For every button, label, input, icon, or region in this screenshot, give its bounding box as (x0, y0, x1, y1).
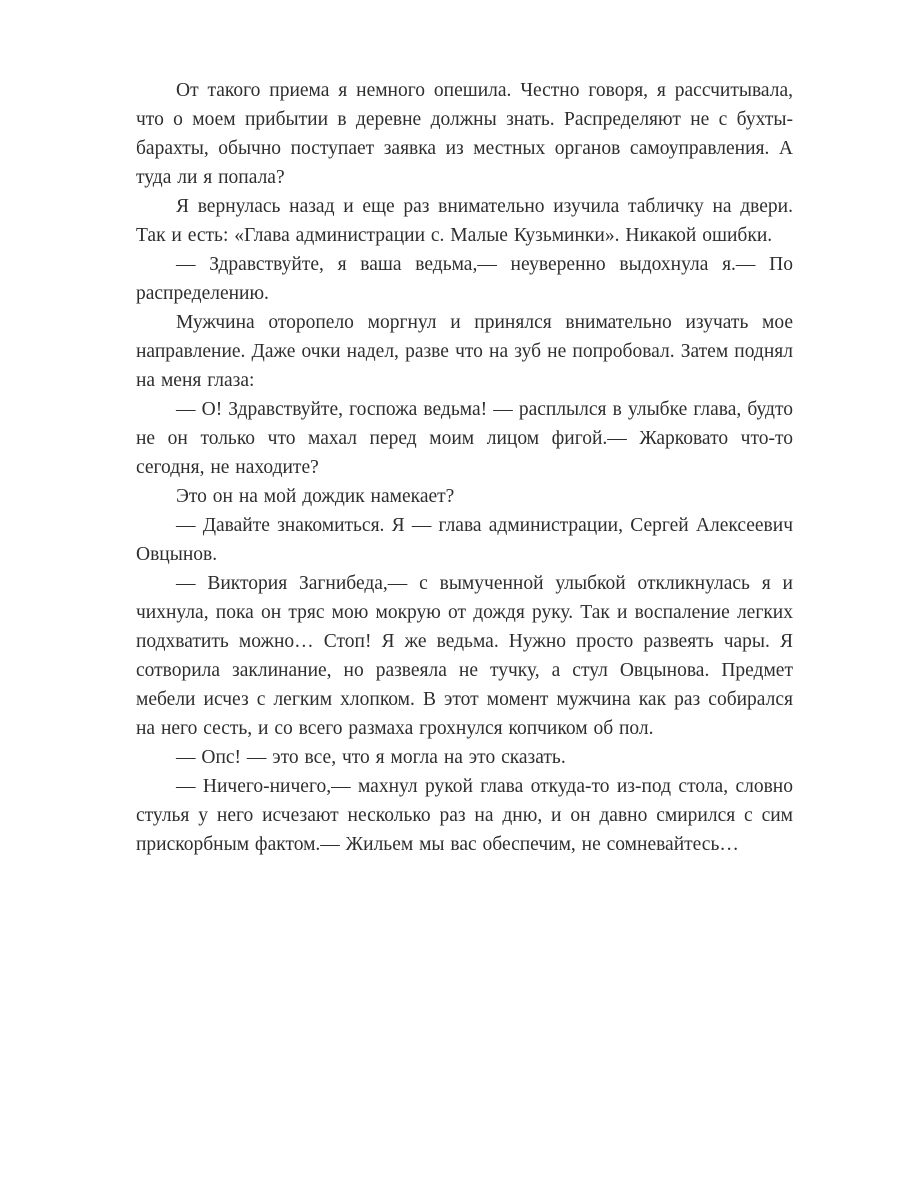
paragraph: Мужчина оторопело моргнул и принялся внимательно изучать мое направление. Даже очки надел, разве что на зуб не попробовал. Затем поднял на меня глаза: (136, 312, 793, 391)
paragraph: — О! Здравствуйте, госпожа ведьма! — расплылся в улыбке глава, будто не он только что махал перед моим лицом фигой.— Жарковато что-то сегодня, не находите? (136, 399, 793, 478)
page-text-block (136, 76, 793, 859)
paragraph: Я вернулась назад и еще раз внимательно изучила табличку на двери. Так и есть: «Глава администрации с. Малые Кузьминки». Никакой ошибки. (136, 196, 793, 246)
paragraph: — Опс! — это все, что я могла на это сказать. (176, 747, 566, 768)
paragraph: — Виктория Загнибеда,— с вымученной улыбкой откликнулась я и чихнула, пока он тряс мою мокрую от дождя руку. Так и воспаление легких подхватить можно… Стоп! Я же ведьма. Нужно просто развеять чары. Я сотворила заклинание, но развеяла не тучку, а стул Овцынова. Предмет мебели исчез с легким хлопком. В этот момент мужчина как раз собирался на него сесть, и со всего размаха грохнулся копчиком об пол. (136, 573, 793, 739)
paragraph: От такого приема я немного опешила. Честно говоря, я рассчитывала, что о моем прибытии в деревне должны знать. Распределяют не с бухты-барахты, обычно поступает заявка из местных органов самоуправления. А туда ли я попала? (136, 80, 793, 188)
paragraph: — Давайте знакомиться. Я — глава администрации, Сергей Алексеевич Овцынов. (136, 515, 793, 565)
paragraph: Это он на мой дождик намекает? (176, 486, 455, 507)
paragraph: — Ничего-ничего,— махнул рукой глава откуда-то из-под стола, словно стулья у него исчезают несколько раз на дню, и он давно смирился с сим прискорбным фактом.— Жильем мы вас обеспечим, не сомневайтесь… (136, 776, 793, 855)
paragraph: — Здравствуйте, я ваша ведьма,— неуверенно выдохнула я.— По распределению. (136, 254, 793, 304)
